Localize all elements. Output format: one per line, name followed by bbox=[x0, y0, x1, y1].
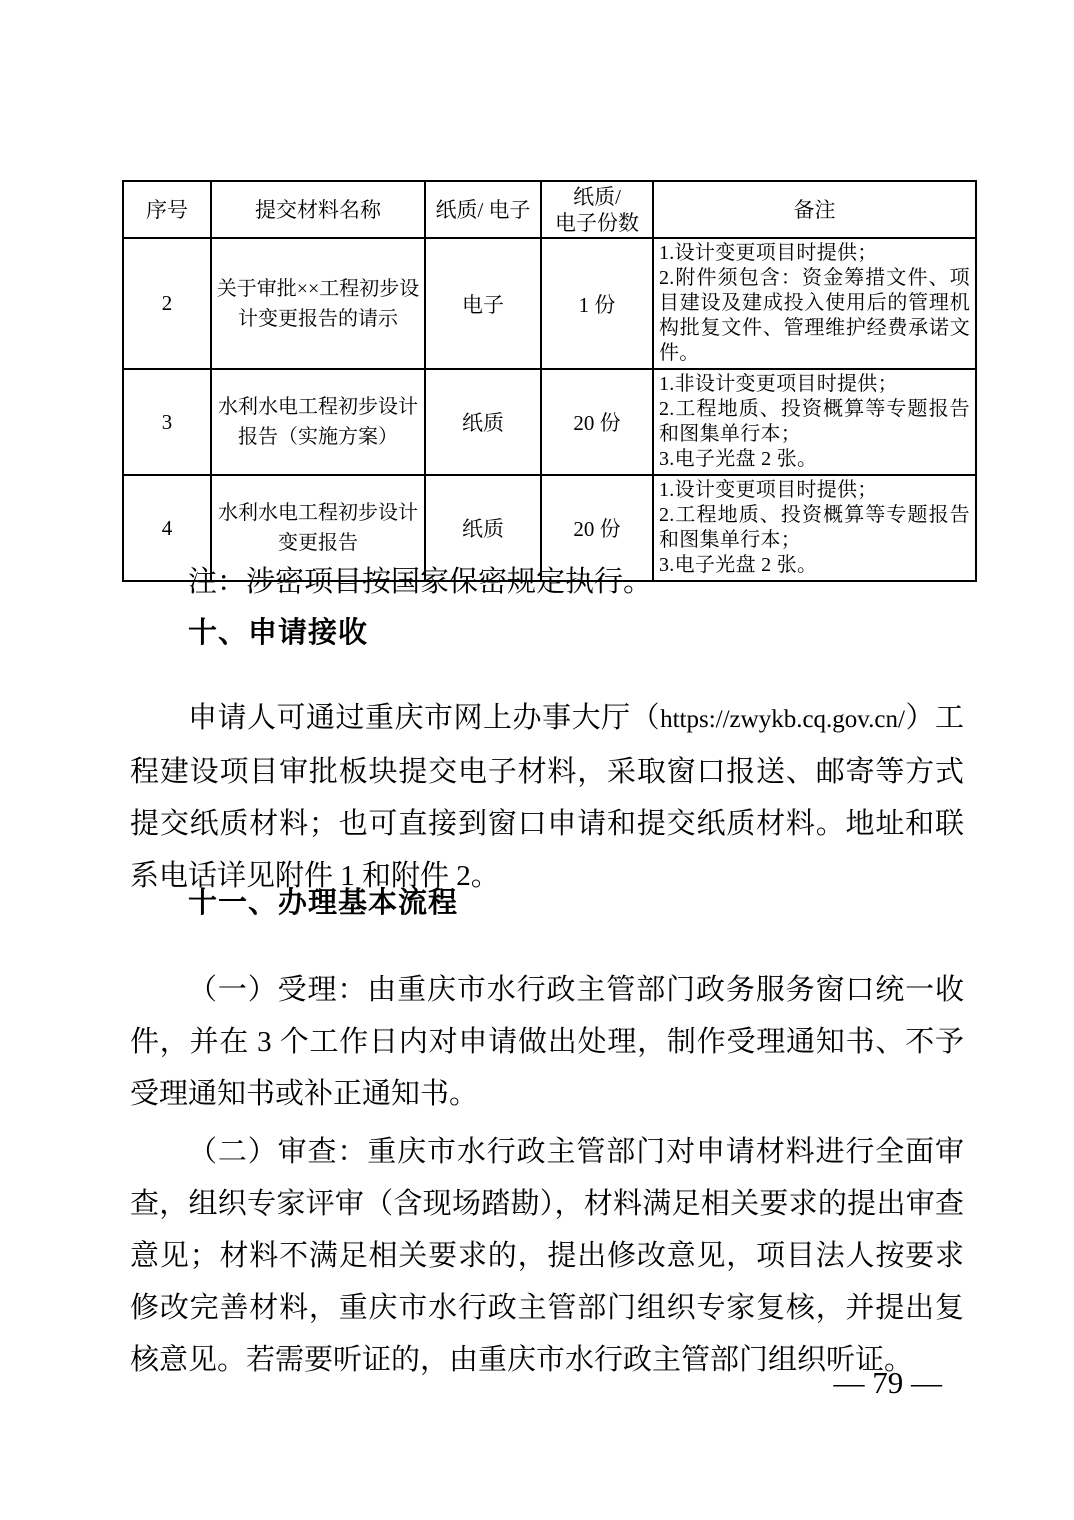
receive-text-post: ）工程建设项目审批板块提交电子材料，采取窗口报送、邮寄等方式提交纸质材料；也可直接到窗口申请和提交纸质材料。地址和联系电话详见附件 1 和附件 2。 bbox=[130, 702, 964, 892]
paragraph-step-review: （二）审查：重庆市水行政主管部门对申请材料进行全面审查，组织专家评审（含现场踏勘），材料满足相关要求的提出审查意见；材料不满足相关要求的，提出修改意见，项目法人按要求修改完善材料，重庆市水行政主管部门组织专家复核，并提出复核意见。若需要听证的，由重庆市水行政主管部门组织听证。 bbox=[130, 1136, 964, 1376]
remark-item: 2.工程地质、投资概算等专题报告和图集单行本； bbox=[659, 398, 970, 445]
remark-item: 1.设计变更项目时提供； bbox=[659, 479, 878, 501]
cell-material-name: 关于审批××工程初步设计变更报告的请示 bbox=[211, 238, 425, 369]
col-header-index: 序号 bbox=[123, 181, 211, 238]
cell-material-name: 水利水电工程初步设计变更报告 bbox=[211, 475, 425, 581]
materials-table bbox=[122, 180, 977, 582]
cell-copies: 1 份 bbox=[541, 238, 653, 369]
paragraph-application-receipt bbox=[130, 692, 964, 902]
col-header-copies bbox=[541, 181, 653, 238]
table-row bbox=[123, 369, 976, 475]
remark-item: 1.非设计变更项目时提供； bbox=[659, 373, 898, 395]
cell-material-name: 水利水电工程初步设计报告（实施方案） bbox=[211, 369, 425, 475]
col-header-name: 提交材料名称 bbox=[211, 181, 425, 238]
cell-remark bbox=[653, 369, 976, 475]
col-header-medium: 纸质/ 电子 bbox=[425, 181, 541, 238]
cell-index: 4 bbox=[123, 475, 211, 581]
cell-copies: 20 份 bbox=[541, 475, 653, 581]
table-row bbox=[123, 238, 976, 369]
remark-item: 1.设计变更项目时提供； bbox=[659, 242, 878, 264]
cell-medium: 纸质 bbox=[425, 475, 541, 581]
col-header-copies-line1: 纸质/ bbox=[573, 184, 621, 209]
remark-item: 2.附件须包含：资金筹措文件、项目建设及建成投入使用后的管理机构批复文件、管理维护经费承诺文件。 bbox=[659, 267, 970, 364]
portal-url: https://zwykb.cq.gov.cn/ bbox=[660, 706, 905, 733]
section-heading-basic-process: 十一、办理基本流程 bbox=[188, 887, 459, 919]
cell-remark bbox=[653, 238, 976, 369]
table-header-row bbox=[123, 181, 976, 238]
receive-text-pre: 申请人可通过重庆市网上办事大厅（ bbox=[188, 702, 661, 734]
cell-copies: 20 份 bbox=[541, 369, 653, 475]
cell-index: 3 bbox=[123, 369, 211, 475]
remark-item: 3.电子光盘 2 张。 bbox=[659, 554, 818, 576]
cell-index: 2 bbox=[123, 238, 211, 369]
col-header-copies-line2: 电子份数 bbox=[555, 210, 639, 235]
confidentiality-note: 注：涉密项目按国家保密规定执行。 bbox=[188, 566, 653, 598]
remark-item: 2.工程地质、投资概算等专题报告和图集单行本； bbox=[659, 504, 970, 551]
remark-item: 3.电子光盘 2 张。 bbox=[659, 448, 818, 470]
page-number: — 79 — bbox=[833, 1365, 942, 1400]
paragraph-step-acceptance: （一）受理：由重庆市水行政主管部门政务服务窗口统一收件，并在 3 个工作日内对申请做出处理，制作受理通知书、不予受理通知书或补正通知书。 bbox=[130, 974, 964, 1110]
col-header-remark: 备注 bbox=[653, 181, 976, 238]
section-heading-application-receipt: 十、申请接收 bbox=[188, 617, 369, 649]
cell-medium: 纸质 bbox=[425, 369, 541, 475]
cell-medium: 电子 bbox=[425, 238, 541, 369]
